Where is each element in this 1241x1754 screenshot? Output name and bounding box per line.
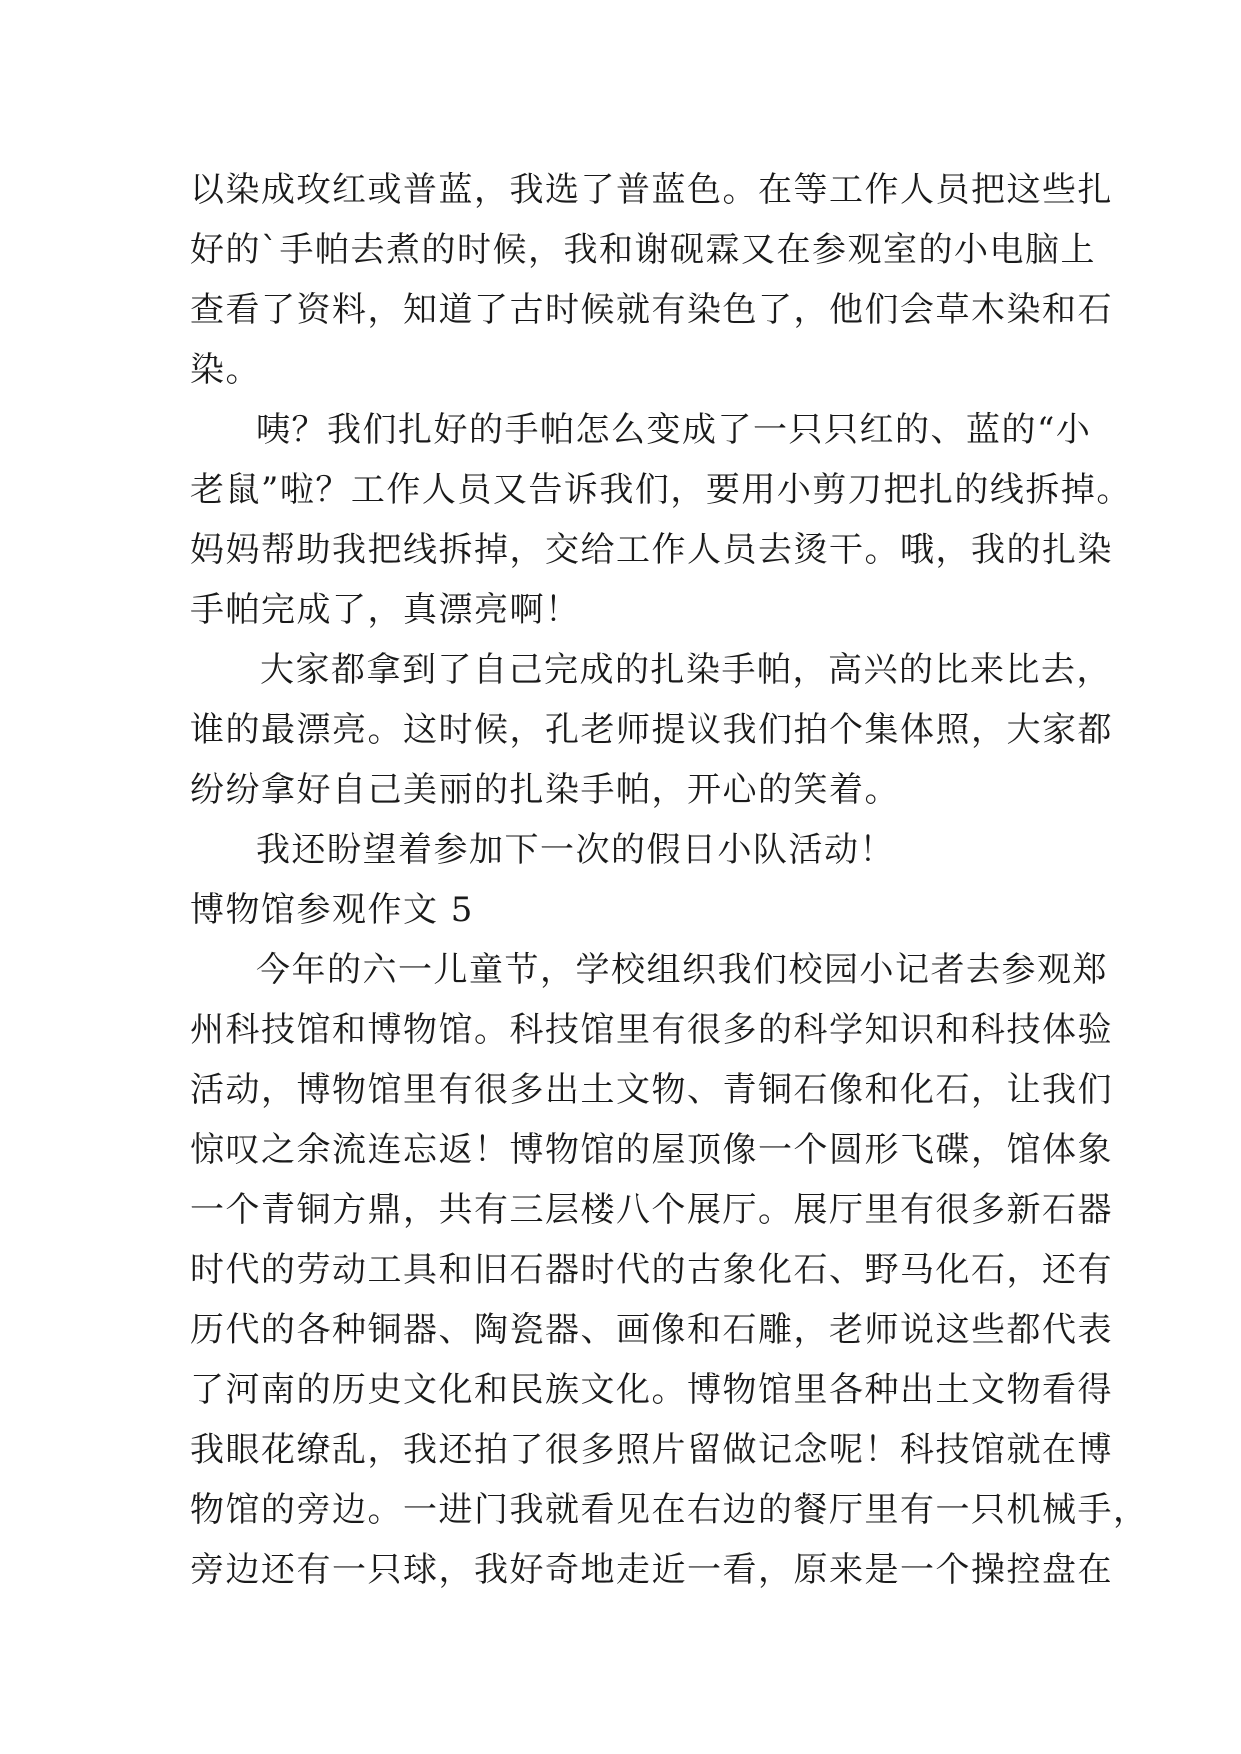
paragraph-line: 我眼花缭乱，我还拍了很多照片留做记念呢！科技馆就在博 [190, 1430, 1113, 1470]
paragraph-line: 我还盼望着参加下一次的假日小队活动！ [256, 830, 895, 870]
paragraph-line: 活动，博物馆里有很多出土文物、青铜石像和化石，让我们 [190, 1070, 1113, 1110]
paragraph-line: 时代的劳动工具和旧石器时代的古象化石、野马化石，还有 [190, 1250, 1113, 1290]
paragraph-line: 纷纷拿好自己美丽的扎染手帕，开心的笑着。 [190, 770, 900, 810]
paragraph-line: 了河南的历史文化和民族文化。博物馆里各种出土文物看得 [190, 1370, 1113, 1410]
paragraph-line: 手帕完成了，真漂亮啊！ [190, 590, 581, 630]
paragraph-line: 老鼠”啦？工作人员又告诉我们，要用小剪刀把扎的线拆掉。 [190, 470, 1132, 510]
paragraph-line: 查看了资料，知道了古时候就有染色了，他们会草木染和石 [190, 290, 1113, 330]
paragraph-line: 一个青铜方鼎，共有三层楼八个展厅。展厅里有很多新石器 [190, 1190, 1113, 1230]
paragraph-2 [190, 400, 1132, 640]
paragraph-4 [190, 820, 1060, 880]
paragraph-line: 好的`手帕去煮的时候，我和谢砚霖又在参观室的小电脑上 [190, 230, 1096, 270]
paragraph-line: 物馆的旁边。一进门我就看见在右边的餐厅里有一只机械手， [190, 1490, 1149, 1530]
paragraph-line: 谁的最漂亮。这时候，孔老师提议我们拍个集体照，大家都 [190, 710, 1113, 750]
paragraph-line: 州科技馆和博物馆。科技馆里有很多的科学知识和科技体验 [190, 1010, 1113, 1050]
paragraph-1 [190, 160, 1113, 400]
paragraph-line: 惊叹之余流连忘返！博物馆的屋顶像一个圆形飞碟，馆体象 [190, 1130, 1113, 1170]
paragraph-line: 妈妈帮助我把线拆掉，交给工作人员去烫干。哦，我的扎染 [190, 530, 1113, 570]
paragraph-3 [190, 640, 1113, 820]
paragraph-line: 历代的各种铜器、陶瓷器、画像和石雕，老师说这些都代表 [190, 1310, 1113, 1350]
paragraph-line: 今年的六一儿童节，学校组织我们校园小记者去参观郑 [256, 950, 1108, 990]
section-title: 博物馆参观作文 5 [190, 890, 474, 930]
paragraph-line: 大家都拿到了自己完成的扎染手帕，高兴的比来比去， [260, 650, 1112, 690]
paragraph-line: 咦？我们扎好的手帕怎么变成了一只只红的、蓝的“小 [256, 410, 1092, 450]
paragraph-line: 染。 [190, 350, 261, 390]
paragraph-line: 以染成玫红或普蓝，我选了普蓝色。在等工作人员把这些扎 [190, 170, 1113, 210]
paragraph-line: 旁边还有一只球，我好奇地走近一看，原来是一个操控盘在 [190, 1550, 1113, 1590]
document-body [190, 160, 1149, 1600]
section-paragraph [190, 940, 1149, 1600]
